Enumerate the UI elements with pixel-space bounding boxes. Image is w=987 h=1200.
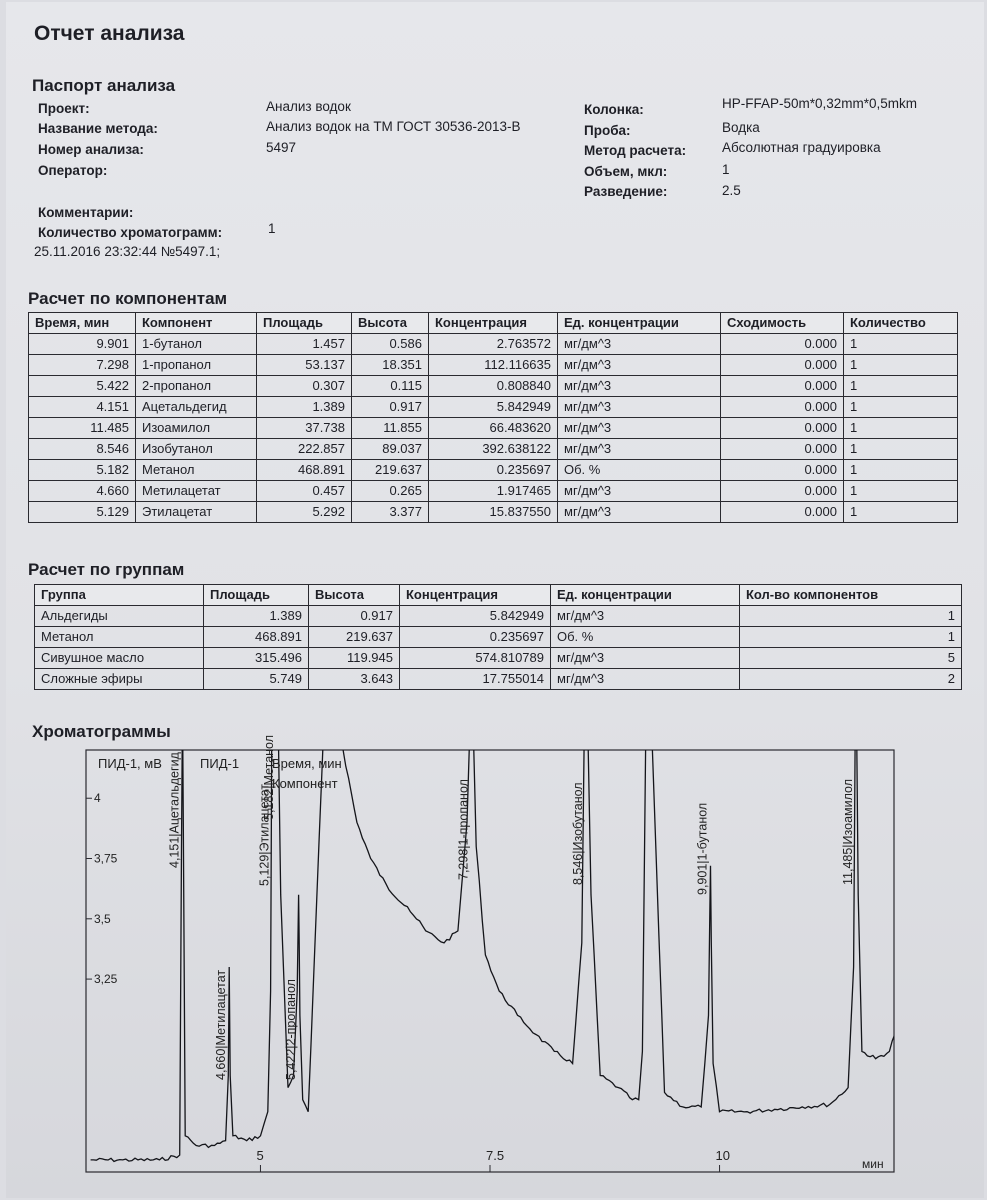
group-cell: 5.842949 xyxy=(400,606,551,627)
passport-value-volume: 1 xyxy=(722,162,730,177)
component-cell: 66.483620 xyxy=(429,418,558,439)
component-cell: 0.307 xyxy=(257,376,352,397)
legend-component: Компонент xyxy=(272,776,338,791)
peak-label: 9,901|1-бутанол xyxy=(695,802,710,895)
passport-value-dilution: 2.5 xyxy=(722,183,741,198)
group-cell: мг/дм^3 xyxy=(551,606,740,627)
group-cell: 1 xyxy=(740,606,962,627)
y-tick-label: 3,5 xyxy=(94,911,111,926)
group-cell: мг/дм^3 xyxy=(551,669,740,690)
passport-label-calc-method: Метод расчета: xyxy=(584,143,687,158)
component-cell: 5.182 xyxy=(29,460,136,481)
component-cell: 0.457 xyxy=(257,481,352,502)
component-cell: 18.351 xyxy=(352,355,429,376)
component-cell: 5.129 xyxy=(29,502,136,523)
component-cell: 0.000 xyxy=(721,502,844,523)
col-header-area: Площадь xyxy=(257,313,352,334)
component-cell: 0.808840 xyxy=(429,376,558,397)
passport-label-operator: Оператор: xyxy=(38,163,108,178)
passport-label-dilution: Разведение: xyxy=(584,184,668,199)
component-cell: 1.389 xyxy=(257,397,352,418)
grp-header-concentration: Концентрация xyxy=(400,585,551,606)
grp-header-group: Группа xyxy=(35,585,204,606)
component-cell: 3.377 xyxy=(352,502,429,523)
component-cell: 0.235697 xyxy=(429,460,558,481)
components-title: Расчет по компонентам xyxy=(28,289,228,308)
passport-value-sample: Водка xyxy=(722,120,760,135)
component-cell: Изобутанол xyxy=(136,439,257,460)
axes xyxy=(86,791,730,1172)
component-cell: 1 xyxy=(844,355,958,376)
component-cell: мг/дм^3 xyxy=(558,397,721,418)
passport-label-method: Название метода: xyxy=(38,121,158,136)
group-cell: 574.810789 xyxy=(400,648,551,669)
peak-label: 5,422|2-пропанол xyxy=(284,979,299,1080)
group-cell: 3.643 xyxy=(309,669,400,690)
component-cell: Метанол xyxy=(136,460,257,481)
group-cell: 468.891 xyxy=(204,627,309,648)
col-header-concentration: Концентрация xyxy=(429,313,558,334)
component-cell: мг/дм^3 xyxy=(558,481,721,502)
passport-label-sample: Проба: xyxy=(584,123,631,138)
component-cell: мг/дм^3 xyxy=(558,418,721,439)
component-cell: 0.115 xyxy=(352,376,429,397)
component-cell: 7.298 xyxy=(29,355,136,376)
group-cell: Сложные эфиры xyxy=(35,669,204,690)
chrom-entry: 25.11.2016 23:32:44 №5497.1; xyxy=(34,244,221,259)
group-cell: 5.749 xyxy=(204,669,309,690)
component-cell: 0.917 xyxy=(352,397,429,418)
component-cell: 2-пропанол xyxy=(136,376,257,397)
component-cell: мг/дм^3 xyxy=(558,355,721,376)
chrom-count-label: Количество хроматограмм: xyxy=(38,225,223,240)
group-cell: 219.637 xyxy=(309,627,400,648)
component-cell: 0.000 xyxy=(721,439,844,460)
component-cell: 0.000 xyxy=(721,355,844,376)
component-cell: 1 xyxy=(844,418,958,439)
peak-label: 4,660|Метилацетат xyxy=(214,969,229,1080)
component-cell: Об. % xyxy=(558,460,721,481)
passport-label-project: Проект: xyxy=(38,101,90,116)
groups-title: Расчет по группам xyxy=(28,560,185,579)
group-cell: Метанол xyxy=(35,627,204,648)
component-cell: 11.855 xyxy=(352,418,429,439)
group-cell: 0.235697 xyxy=(400,627,551,648)
col-header-time: Время, мин xyxy=(29,313,136,334)
component-cell: 4.660 xyxy=(29,481,136,502)
group-cell: 17.755014 xyxy=(400,669,551,690)
component-cell: 0.000 xyxy=(721,376,844,397)
component-cell: Ацетальдегид xyxy=(136,397,257,418)
passport-value-project: Анализ водок xyxy=(266,99,351,114)
component-cell: 1 xyxy=(844,502,958,523)
col-header-unit: Ед. концентрации xyxy=(558,313,721,334)
component-cell: мг/дм^3 xyxy=(558,502,721,523)
passport-value-column: HP-FFAP-50m*0,32mm*0,5mkm xyxy=(722,96,918,111)
group-cell: 1 xyxy=(740,627,962,648)
y-tick-label: 3,75 xyxy=(94,851,118,866)
peak-label: 4,151|Ацетальдегид xyxy=(167,752,182,868)
component-cell: 0.000 xyxy=(721,334,844,355)
grp-header-area: Площадь xyxy=(204,585,309,606)
plot-frame xyxy=(86,750,894,1172)
comments-label: Комментарии: xyxy=(38,205,134,220)
component-cell: 9.901 xyxy=(29,334,136,355)
group-cell: 5 xyxy=(740,648,962,669)
component-cell: 392.638122 xyxy=(429,439,558,460)
chromatogram-title: Хроматограммы xyxy=(32,722,171,741)
group-cell: 119.945 xyxy=(309,648,400,669)
passport-value-number: 5497 xyxy=(266,140,297,155)
passport-value-method: Анализ водок на ТМ ГОСТ 30536-2013-В xyxy=(266,119,521,134)
component-cell: Этилацетат xyxy=(136,502,257,523)
component-cell: 1 xyxy=(844,439,958,460)
col-header-component: Компонент xyxy=(136,313,257,334)
passport-label-column: Колонка: xyxy=(584,102,644,117)
component-cell: 5.422 xyxy=(29,376,136,397)
peak-label: 11,485|Изоамилол xyxy=(840,778,855,885)
group-cell: 0.917 xyxy=(309,606,400,627)
legend-time: Время, мин xyxy=(272,756,342,771)
passport-label-volume: Объем, мкл: xyxy=(584,164,668,179)
peak-label: 5,129|Этилацетат xyxy=(257,783,272,886)
passport-value-calc-method: Абсолютная градуировка xyxy=(722,140,881,155)
grp-header-height: Высота xyxy=(309,585,400,606)
component-cell: 1 xyxy=(844,397,958,418)
component-cell: 53.137 xyxy=(257,355,352,376)
component-cell: мг/дм^3 xyxy=(558,334,721,355)
component-cell: 5.292 xyxy=(257,502,352,523)
component-cell: 1.917465 xyxy=(429,481,558,502)
group-cell: Альдегиды xyxy=(35,606,204,627)
component-cell: 1 xyxy=(844,481,958,502)
passport-title: Паспорт анализа xyxy=(32,76,176,95)
group-cell: 315.496 xyxy=(204,648,309,669)
col-header-quantity: Количество xyxy=(844,313,958,334)
component-cell: 0.000 xyxy=(721,397,844,418)
component-cell: 1 xyxy=(844,376,958,397)
component-cell: 89.037 xyxy=(352,439,429,460)
component-cell: 112.116635 xyxy=(429,355,558,376)
legend-channel: ПИД-1 xyxy=(200,756,240,771)
group-cell: мг/дм^3 xyxy=(551,648,740,669)
group-cell: 1.389 xyxy=(204,606,309,627)
component-cell: 15.837550 xyxy=(429,502,558,523)
col-header-convergence: Сходимость xyxy=(721,313,844,334)
component-cell: 0.000 xyxy=(721,460,844,481)
component-cell: 0.586 xyxy=(352,334,429,355)
x-tick-label: 5 xyxy=(256,1148,264,1163)
peak-label: 7,298|1-пропанол xyxy=(456,779,471,880)
x-tick-label: 10 xyxy=(715,1148,731,1163)
component-cell: 5.842949 xyxy=(429,397,558,418)
component-cell: 1-пропанол xyxy=(136,355,257,376)
group-cell: Сивушное масло xyxy=(35,648,204,669)
component-cell: Изоамилол xyxy=(136,418,257,439)
component-cell: 468.891 xyxy=(257,460,352,481)
component-cell: 1 xyxy=(844,334,958,355)
peak-label: 5,182|Метанол xyxy=(262,734,277,820)
component-cell: 0.000 xyxy=(721,481,844,502)
y-tick-label: 3,25 xyxy=(94,972,118,987)
component-cell: 1 xyxy=(844,460,958,481)
x-tick-label: 7.5 xyxy=(486,1148,505,1163)
component-cell: 4.151 xyxy=(29,397,136,418)
grp-header-count: Кол-во компонентов xyxy=(740,585,962,606)
component-cell: 1-бутанол xyxy=(136,334,257,355)
component-cell: 219.637 xyxy=(352,460,429,481)
y-axis-label: ПИД-1, мВ xyxy=(98,756,162,771)
group-cell: 2 xyxy=(740,669,962,690)
x-axis-unit: мин xyxy=(862,1157,884,1171)
group-cell: Об. % xyxy=(551,627,740,648)
chrom-count-value: 1 xyxy=(268,221,276,236)
grp-header-unit: Ед. концентрации xyxy=(551,585,740,606)
component-cell: мг/дм^3 xyxy=(558,439,721,460)
component-cell: Метилацетат xyxy=(136,481,257,502)
component-cell: 222.857 xyxy=(257,439,352,460)
col-header-height: Высота xyxy=(352,313,429,334)
component-cell: 0.000 xyxy=(721,418,844,439)
report-title: Отчет анализа xyxy=(34,22,185,45)
y-tick-label: 4 xyxy=(94,791,101,806)
component-cell: 37.738 xyxy=(257,418,352,439)
component-cell: 11.485 xyxy=(29,418,136,439)
component-cell: мг/дм^3 xyxy=(558,376,721,397)
component-cell: 2.763572 xyxy=(429,334,558,355)
peak-label: 8,546|Изобутанол xyxy=(571,782,585,885)
component-cell: 0.265 xyxy=(352,481,429,502)
component-cell: 8.546 xyxy=(29,439,136,460)
component-cell: 1.457 xyxy=(257,334,352,355)
passport-label-number: Номер анализа: xyxy=(38,142,144,157)
